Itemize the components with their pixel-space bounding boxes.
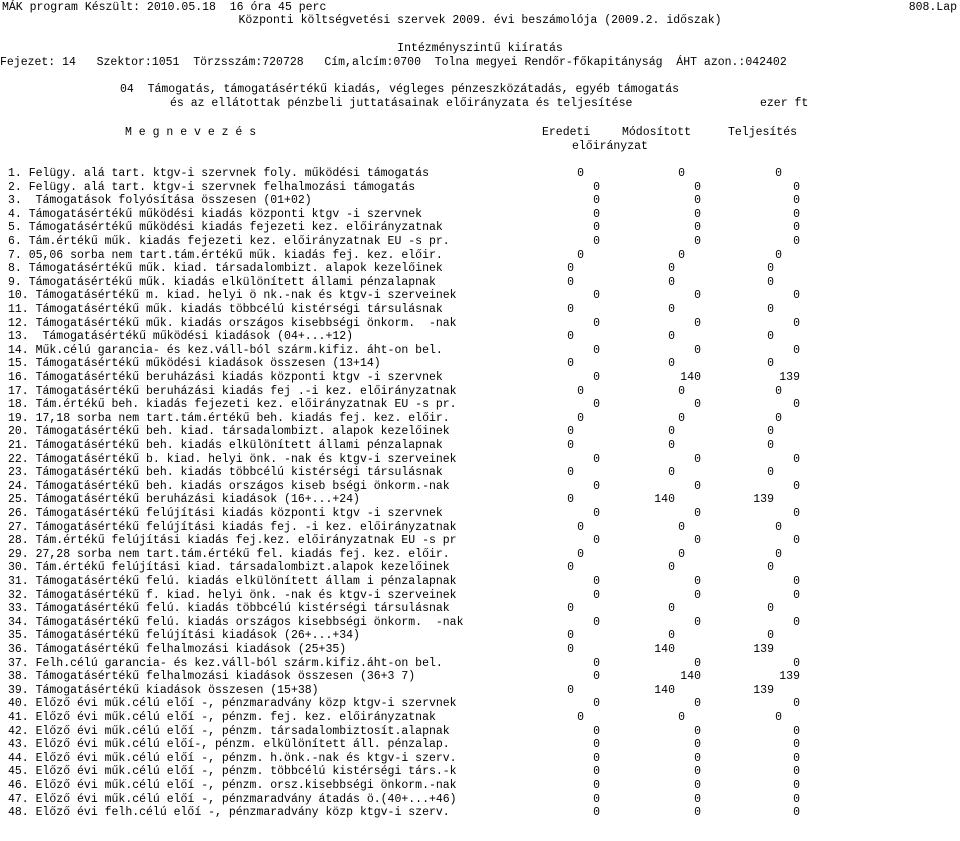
row-label: 17. Támogatásértékű beruházási kiadás fej .-i kez. előirányzatnak	[8, 384, 457, 398]
row-modified-value: 0	[694, 792, 701, 806]
row-modified-value: 0	[694, 207, 701, 221]
row-performance-value: 0	[775, 547, 782, 561]
row-modified-value: 0	[668, 425, 675, 439]
row-label: 39. Támogatásértékű kiadások összesen (15+38)	[8, 683, 319, 697]
row-original-value: 0	[567, 425, 574, 439]
row-original-value: 0	[593, 343, 600, 357]
row-original-value: 0	[593, 575, 600, 588]
row-label: 14. Műk.célú garancia- és kez.váll-ból szárm.kifiz. áht-on bel.	[8, 343, 443, 357]
row-original-value: 0	[593, 670, 600, 684]
row-label: 7. 05,06 sorba nem tart.tám.értékű műk. kiadás fej. kez. előir.	[8, 248, 443, 262]
row-modified-value: 0	[668, 439, 675, 452]
row-original-value: 0	[567, 629, 574, 643]
section-title: Intézményszintű kiíratás	[397, 42, 563, 55]
row-performance-value: 0	[767, 561, 774, 575]
table-row	[8, 561, 948, 575]
row-performance-value: 139	[753, 643, 774, 656]
row-label: 27. Támogatásértékű felújítási kiadás fej. -i kez. előirányzatnak	[8, 520, 457, 534]
row-label: 32. Támogatásértékű f. kiad. helyi önk. -nak és ktgv-i szerveinek	[8, 588, 457, 602]
row-original-value: 0	[593, 615, 600, 629]
row-performance-value: 0	[767, 303, 774, 316]
row-modified-value: 0	[668, 466, 675, 480]
row-modified-value: 0	[694, 235, 701, 248]
row-performance-value: 0	[767, 275, 774, 289]
row-label: 41. Előző évi műk.célú előí -, pénzm. fej. kez. előirányzatnak	[8, 711, 436, 724]
row-modified-value: 0	[668, 303, 675, 316]
row-label: 8. Támogatásértékű műk. kiad. társadalombizt. alapok kezelőinek	[8, 262, 443, 276]
table-row	[8, 303, 948, 317]
row-original-value: 0	[593, 316, 600, 330]
row-performance-value: 0	[793, 697, 800, 711]
table-row	[8, 262, 948, 276]
row-modified-value: 0	[678, 711, 685, 724]
row-label: 20. Támogatásértékű beh. kiad. társadalombizt. alapok kezelőinek	[8, 425, 450, 439]
row-original-value: 0	[593, 534, 600, 548]
row-modified-value: 0	[668, 357, 675, 371]
row-original-value: 0	[567, 275, 574, 289]
unit-label: ezer ft	[760, 97, 809, 110]
row-label: 10. Támogatásértékű m. kiad. helyi ö nk.-nak és ktgv-i szerveinek	[8, 289, 457, 303]
row-performance-value: 0	[793, 615, 800, 629]
row-performance-value: 0	[767, 425, 774, 439]
row-modified-value: 0	[668, 602, 675, 616]
table-row	[8, 466, 948, 480]
table-row	[8, 317, 948, 331]
column-header-original-sub: előirányzat	[572, 140, 648, 153]
table-row	[8, 589, 948, 603]
row-label: 15. Támogatásértékű működési kiadások összesen (13+14)	[8, 357, 381, 371]
row-performance-value: 0	[775, 384, 782, 398]
row-performance-value: 0	[767, 330, 774, 344]
row-performance-value: 0	[793, 779, 800, 792]
row-label: 36. Támogatásértékű felhalmozási kiadások (25+35)	[8, 643, 347, 656]
table-row	[8, 330, 948, 344]
row-performance-value: 0	[767, 466, 774, 480]
row-label: 1. Felügy. alá tart. ktgv-i szervnek foly. működési támogatás	[8, 167, 429, 180]
row-modified-value: 0	[668, 262, 675, 276]
table-row	[8, 711, 948, 725]
row-original-value: 0	[593, 371, 600, 384]
row-modified-value: 0	[694, 656, 701, 670]
row-performance-value: 0	[793, 806, 800, 820]
row-label: 19. 17,18 sorba nem tart.tám.értékű beh. kiadás fej. kez. előir.	[8, 411, 450, 425]
row-label: 3. Támogatások folyósítása összesen (01+02)	[8, 194, 312, 208]
table-row	[8, 344, 948, 358]
row-modified-value: 0	[694, 343, 701, 357]
column-header-performance: Teljesítés	[728, 126, 798, 139]
row-performance-value: 0	[793, 221, 800, 235]
row-original-value: 0	[577, 547, 584, 561]
row-modified-value: 140	[654, 643, 675, 656]
row-label: 35. Támogatásértékű felújítási kiadások (26+...+34)	[8, 629, 360, 643]
table-row	[8, 235, 948, 249]
table-row	[8, 779, 948, 793]
row-label: 4. Támogatásértékű működési kiadás központi ktgv -i szervnek	[8, 207, 423, 221]
row-original-value: 0	[593, 792, 600, 806]
table-row	[8, 425, 948, 439]
row-performance-value: 0	[793, 507, 800, 520]
row-modified-value: 0	[678, 167, 685, 180]
row-modified-value: 0	[678, 520, 685, 534]
table-row	[8, 208, 948, 222]
column-header-name: M e g n e v e z é s	[125, 126, 257, 139]
row-label: 48. Előző évi felh.célú előí -, pénzmaradvány közp ktgv-i szerv.	[8, 806, 450, 820]
row-modified-value: 0	[668, 629, 675, 643]
row-performance-value: 0	[793, 765, 800, 779]
row-modified-value: 0	[694, 194, 701, 208]
row-modified-value: 0	[694, 452, 701, 466]
row-label: 22. Támogatásértékű b. kiad. helyi önk. -nak és ktgv-i szerveinek	[8, 452, 457, 466]
row-performance-value: 0	[767, 439, 774, 452]
institution-info: Fejezet: 14 Szektor:1051 Törzsszám:720728 Cím,alcím:0700 Tolna megyei Rendőr-főkapitányság ÁHT azon.:042402	[0, 56, 787, 69]
row-performance-value: 0	[793, 751, 800, 765]
table-row	[8, 289, 948, 303]
row-performance-value: 0	[793, 235, 800, 248]
row-modified-value: 0	[668, 275, 675, 289]
row-label: 23. Támogatásértékű beh. kiadás többcélú kistérségi társulásnak	[8, 466, 443, 480]
row-modified-value: 140	[654, 683, 675, 697]
row-original-value: 0	[567, 330, 574, 344]
row-modified-value: 0	[694, 697, 701, 711]
row-modified-value: 140	[680, 371, 701, 384]
table-row	[8, 507, 948, 521]
table-row	[8, 752, 948, 766]
row-original-value: 0	[567, 683, 574, 697]
row-label: 28. Tám.értékű felújítási kiadás fej.kez. előirányzatnak EU -s pr	[8, 534, 457, 548]
row-label: 12. Támogatásértékű műk. kiadás országos kisebbségi önkorm. -nak	[8, 316, 457, 330]
row-performance-value: 0	[767, 602, 774, 616]
row-performance-value: 0	[775, 167, 782, 180]
table-row	[8, 806, 948, 820]
table-row	[8, 453, 948, 467]
row-modified-value: 0	[668, 561, 675, 575]
row-label: 38. Támogatásértékű felhalmozási kiadások összesen (36+3 7)	[8, 670, 416, 684]
row-original-value: 0	[593, 207, 600, 221]
table-row	[8, 371, 948, 385]
row-original-value: 0	[593, 588, 600, 602]
row-label: 46. Előző évi műk.célú előí -, pénzm. orsz.kisebbségi önkorm.-nak	[8, 779, 457, 792]
row-performance-value: 0	[793, 194, 800, 208]
row-original-value: 0	[593, 452, 600, 466]
row-performance-value: 0	[775, 711, 782, 724]
row-original-value: 0	[593, 235, 600, 248]
row-performance-value: 0	[793, 289, 800, 303]
table-row	[8, 657, 948, 671]
row-original-value: 0	[577, 711, 584, 724]
row-original-value: 0	[567, 262, 574, 276]
row-label: 16. Támogatásértékű beruházási kiadás központi ktgv -i szervnek	[8, 371, 443, 384]
row-label: 24. Támogatásértékű beh. kiadás országos kiseb bségi önkorm.-nak	[8, 479, 450, 493]
row-label: 33. Támogatásértékű felú. kiadás többcélú kistérségi társulásnak	[8, 602, 450, 616]
row-modified-value: 0	[694, 615, 701, 629]
row-label: 25. Támogatásértékű beruházási kiadások (16+...+24)	[8, 493, 360, 507]
table-row	[8, 575, 948, 589]
row-modified-value: 0	[668, 330, 675, 344]
table-row	[8, 548, 948, 562]
row-modified-value: 0	[694, 724, 701, 738]
row-original-value: 0	[593, 507, 600, 520]
row-label: 18. Tám.értékű beh. kiadás fejezeti kez. előirányzatnak EU -s pr.	[8, 398, 457, 412]
table-row	[8, 765, 948, 779]
row-original-value: 0	[593, 221, 600, 235]
row-label: 21. Támogatásértékű beh. kiadás elkülönített állami pénzalapnak	[8, 439, 443, 452]
row-label: 29. 27,28 sorba nem tart.tám.értékű fel. kiadás fej. kez. előir.	[8, 547, 450, 561]
row-modified-value: 0	[694, 316, 701, 330]
row-modified-value: 0	[694, 398, 701, 412]
row-modified-value: 0	[694, 479, 701, 493]
table-row	[8, 385, 948, 399]
row-performance-value: 0	[793, 207, 800, 221]
row-original-value: 0	[567, 561, 574, 575]
row-performance-value: 0	[793, 575, 800, 588]
row-label: 34. Támogatásértékű felú. kiadás országos kisebbségi önkorm. -nak	[8, 615, 464, 629]
table-row	[8, 249, 948, 263]
row-original-value: 0	[577, 248, 584, 262]
row-performance-value: 0	[793, 792, 800, 806]
table-row	[8, 167, 948, 181]
table-row	[8, 357, 948, 371]
row-performance-value: 0	[767, 357, 774, 371]
row-original-value: 0	[593, 738, 600, 752]
report-subtitle: Központi költségvetési szervek 2009. évi beszámolója (2009.2. időszak)	[238, 14, 722, 27]
row-label: 37. Felh.célú garancia- és kez.váll-ból szárm.kifiz.áht-on bel.	[8, 656, 443, 670]
row-modified-value: 0	[694, 575, 701, 588]
row-performance-value: 0	[793, 656, 800, 670]
row-original-value: 0	[593, 724, 600, 738]
row-modified-value: 0	[678, 248, 685, 262]
row-performance-value: 0	[793, 479, 800, 493]
table-row	[8, 793, 948, 807]
row-label: 6. Tám.értékű műk. kiadás fejezeti kez. előirányzatnak EU -s pr.	[8, 235, 450, 248]
table-row	[8, 616, 948, 630]
row-label: 30. Tám.értékű felújítási kiad. társadalombizt.alapok kezelőinek	[8, 561, 450, 575]
row-performance-value: 139	[753, 493, 774, 507]
table-row	[8, 521, 948, 535]
table-row	[8, 697, 948, 711]
column-header-modified: Módosított	[622, 126, 692, 139]
table-title-line2: és az ellátottak pénzbeli juttatásainak előirányzata és teljesítése	[170, 97, 633, 110]
row-label: 43. Előző évi műk.célú előí-, pénzm. elkülönített áll. pénzalap.	[8, 738, 450, 752]
row-label: 47. Előző évi műk.célú előí -, pénzmaradvány átadás ö.(40+...+46)	[8, 792, 457, 806]
row-performance-value: 0	[793, 724, 800, 738]
table-row	[8, 439, 948, 453]
row-label: 31. Támogatásértékű felú. kiadás elkülönített állam i pénzalapnak	[8, 575, 457, 588]
row-modified-value: 0	[694, 765, 701, 779]
row-original-value: 0	[593, 656, 600, 670]
table-row	[8, 194, 948, 208]
table-row	[8, 684, 948, 698]
table-title-line1: 04 Támogatás, támogatásértékű kiadás, végleges pénzeszközátadás, egyéb támogatás	[120, 83, 679, 96]
row-modified-value: 0	[694, 738, 701, 752]
row-modified-value: 0	[694, 751, 701, 765]
row-label: 26. Támogatásértékű felújítási kiadás központi ktgv -i szervnek	[8, 507, 443, 520]
row-modified-value: 0	[694, 806, 701, 820]
row-performance-value: 0	[793, 534, 800, 548]
row-original-value: 0	[577, 384, 584, 398]
row-original-value: 0	[593, 194, 600, 208]
column-header-original: Eredeti	[542, 126, 591, 139]
row-label: 42. Előző évi műk.célú előí -, pénzm. társadalombiztosít.alapnak	[8, 724, 450, 738]
row-modified-value: 0	[694, 507, 701, 520]
row-performance-value: 0	[793, 452, 800, 466]
table-row	[8, 412, 948, 426]
table-row	[8, 221, 948, 235]
row-performance-value: 0	[793, 398, 800, 412]
row-performance-value: 0	[793, 738, 800, 752]
page-number: 808.Lap	[908, 1, 957, 14]
row-label: 2. Felügy. alá tart. ktgv-i szervnek felhalmozási támogatás	[8, 180, 416, 194]
table-row	[8, 629, 948, 643]
row-label: 44. Előző évi műk.célú előí -, pénzm. h.önk.-nak és ktgv-i szerv.	[8, 751, 457, 765]
row-label: 9. Támogatásértékű műk. kiadás elkülönített állami pénzalapnak	[8, 275, 436, 289]
row-performance-value: 0	[775, 520, 782, 534]
row-original-value: 0	[593, 765, 600, 779]
row-modified-value: 140	[680, 670, 701, 684]
row-modified-value: 0	[694, 221, 701, 235]
row-modified-value: 0	[678, 411, 685, 425]
row-original-value: 0	[577, 167, 584, 180]
row-performance-value: 0	[793, 588, 800, 602]
row-label: 45. Előző évi műk.célú előí -, pénzm. többcélú kistérségi társ.-k	[8, 765, 457, 779]
row-label: 13. Támogatásértékű működési kiadások (04+...+12)	[8, 330, 354, 344]
row-performance-value: 139	[779, 670, 800, 684]
row-original-value: 0	[567, 602, 574, 616]
row-modified-value: 0	[694, 180, 701, 194]
row-original-value: 0	[577, 411, 584, 425]
row-original-value: 0	[593, 398, 600, 412]
row-performance-value: 0	[793, 180, 800, 194]
row-original-value: 0	[593, 479, 600, 493]
row-modified-value: 0	[694, 779, 701, 792]
row-original-value: 0	[567, 439, 574, 452]
table-row	[8, 276, 948, 290]
program-header: MÁK program Készült: 2010.05.18 16 óra 45 perc	[2, 1, 327, 14]
table-row	[8, 398, 948, 412]
row-original-value: 0	[567, 643, 574, 656]
table-row	[8, 643, 948, 657]
row-performance-value: 0	[767, 262, 774, 276]
row-label: 11. Támogatásértékű műk. kiadás többcélú kistérségi társulásnak	[8, 303, 443, 316]
row-original-value: 0	[593, 779, 600, 792]
row-modified-value: 0	[694, 534, 701, 548]
row-original-value: 0	[593, 806, 600, 820]
row-modified-value: 140	[654, 493, 675, 507]
table-row	[8, 493, 948, 507]
row-performance-value: 0	[775, 411, 782, 425]
row-original-value: 0	[593, 180, 600, 194]
row-modified-value: 0	[678, 547, 685, 561]
table-row	[8, 670, 948, 684]
row-original-value: 0	[577, 520, 584, 534]
row-performance-value: 0	[767, 629, 774, 643]
row-performance-value: 0	[793, 343, 800, 357]
table-row	[8, 725, 948, 739]
table-row	[8, 534, 948, 548]
row-performance-value: 0	[793, 316, 800, 330]
row-original-value: 0	[593, 697, 600, 711]
row-modified-value: 0	[678, 384, 685, 398]
table-row	[8, 738, 948, 752]
row-modified-value: 0	[694, 588, 701, 602]
row-original-value: 0	[567, 357, 574, 371]
row-original-value: 0	[593, 289, 600, 303]
row-performance-value: 139	[779, 371, 800, 384]
row-label: 40. Előző évi műk.célú előí -, pénzmaradvány közp ktgv-i szervnek	[8, 697, 457, 711]
row-performance-value: 139	[753, 683, 774, 697]
row-original-value: 0	[567, 466, 574, 480]
row-modified-value: 0	[694, 289, 701, 303]
table-row	[8, 480, 948, 494]
row-performance-value: 0	[775, 248, 782, 262]
row-original-value: 0	[567, 303, 574, 316]
row-original-value: 0	[593, 751, 600, 765]
row-label: 5. Támogatásértékű működési kiadás fejezeti kez. előirányzatnak	[8, 221, 443, 235]
table-row	[8, 181, 948, 195]
table-row	[8, 602, 948, 616]
row-original-value: 0	[567, 493, 574, 507]
